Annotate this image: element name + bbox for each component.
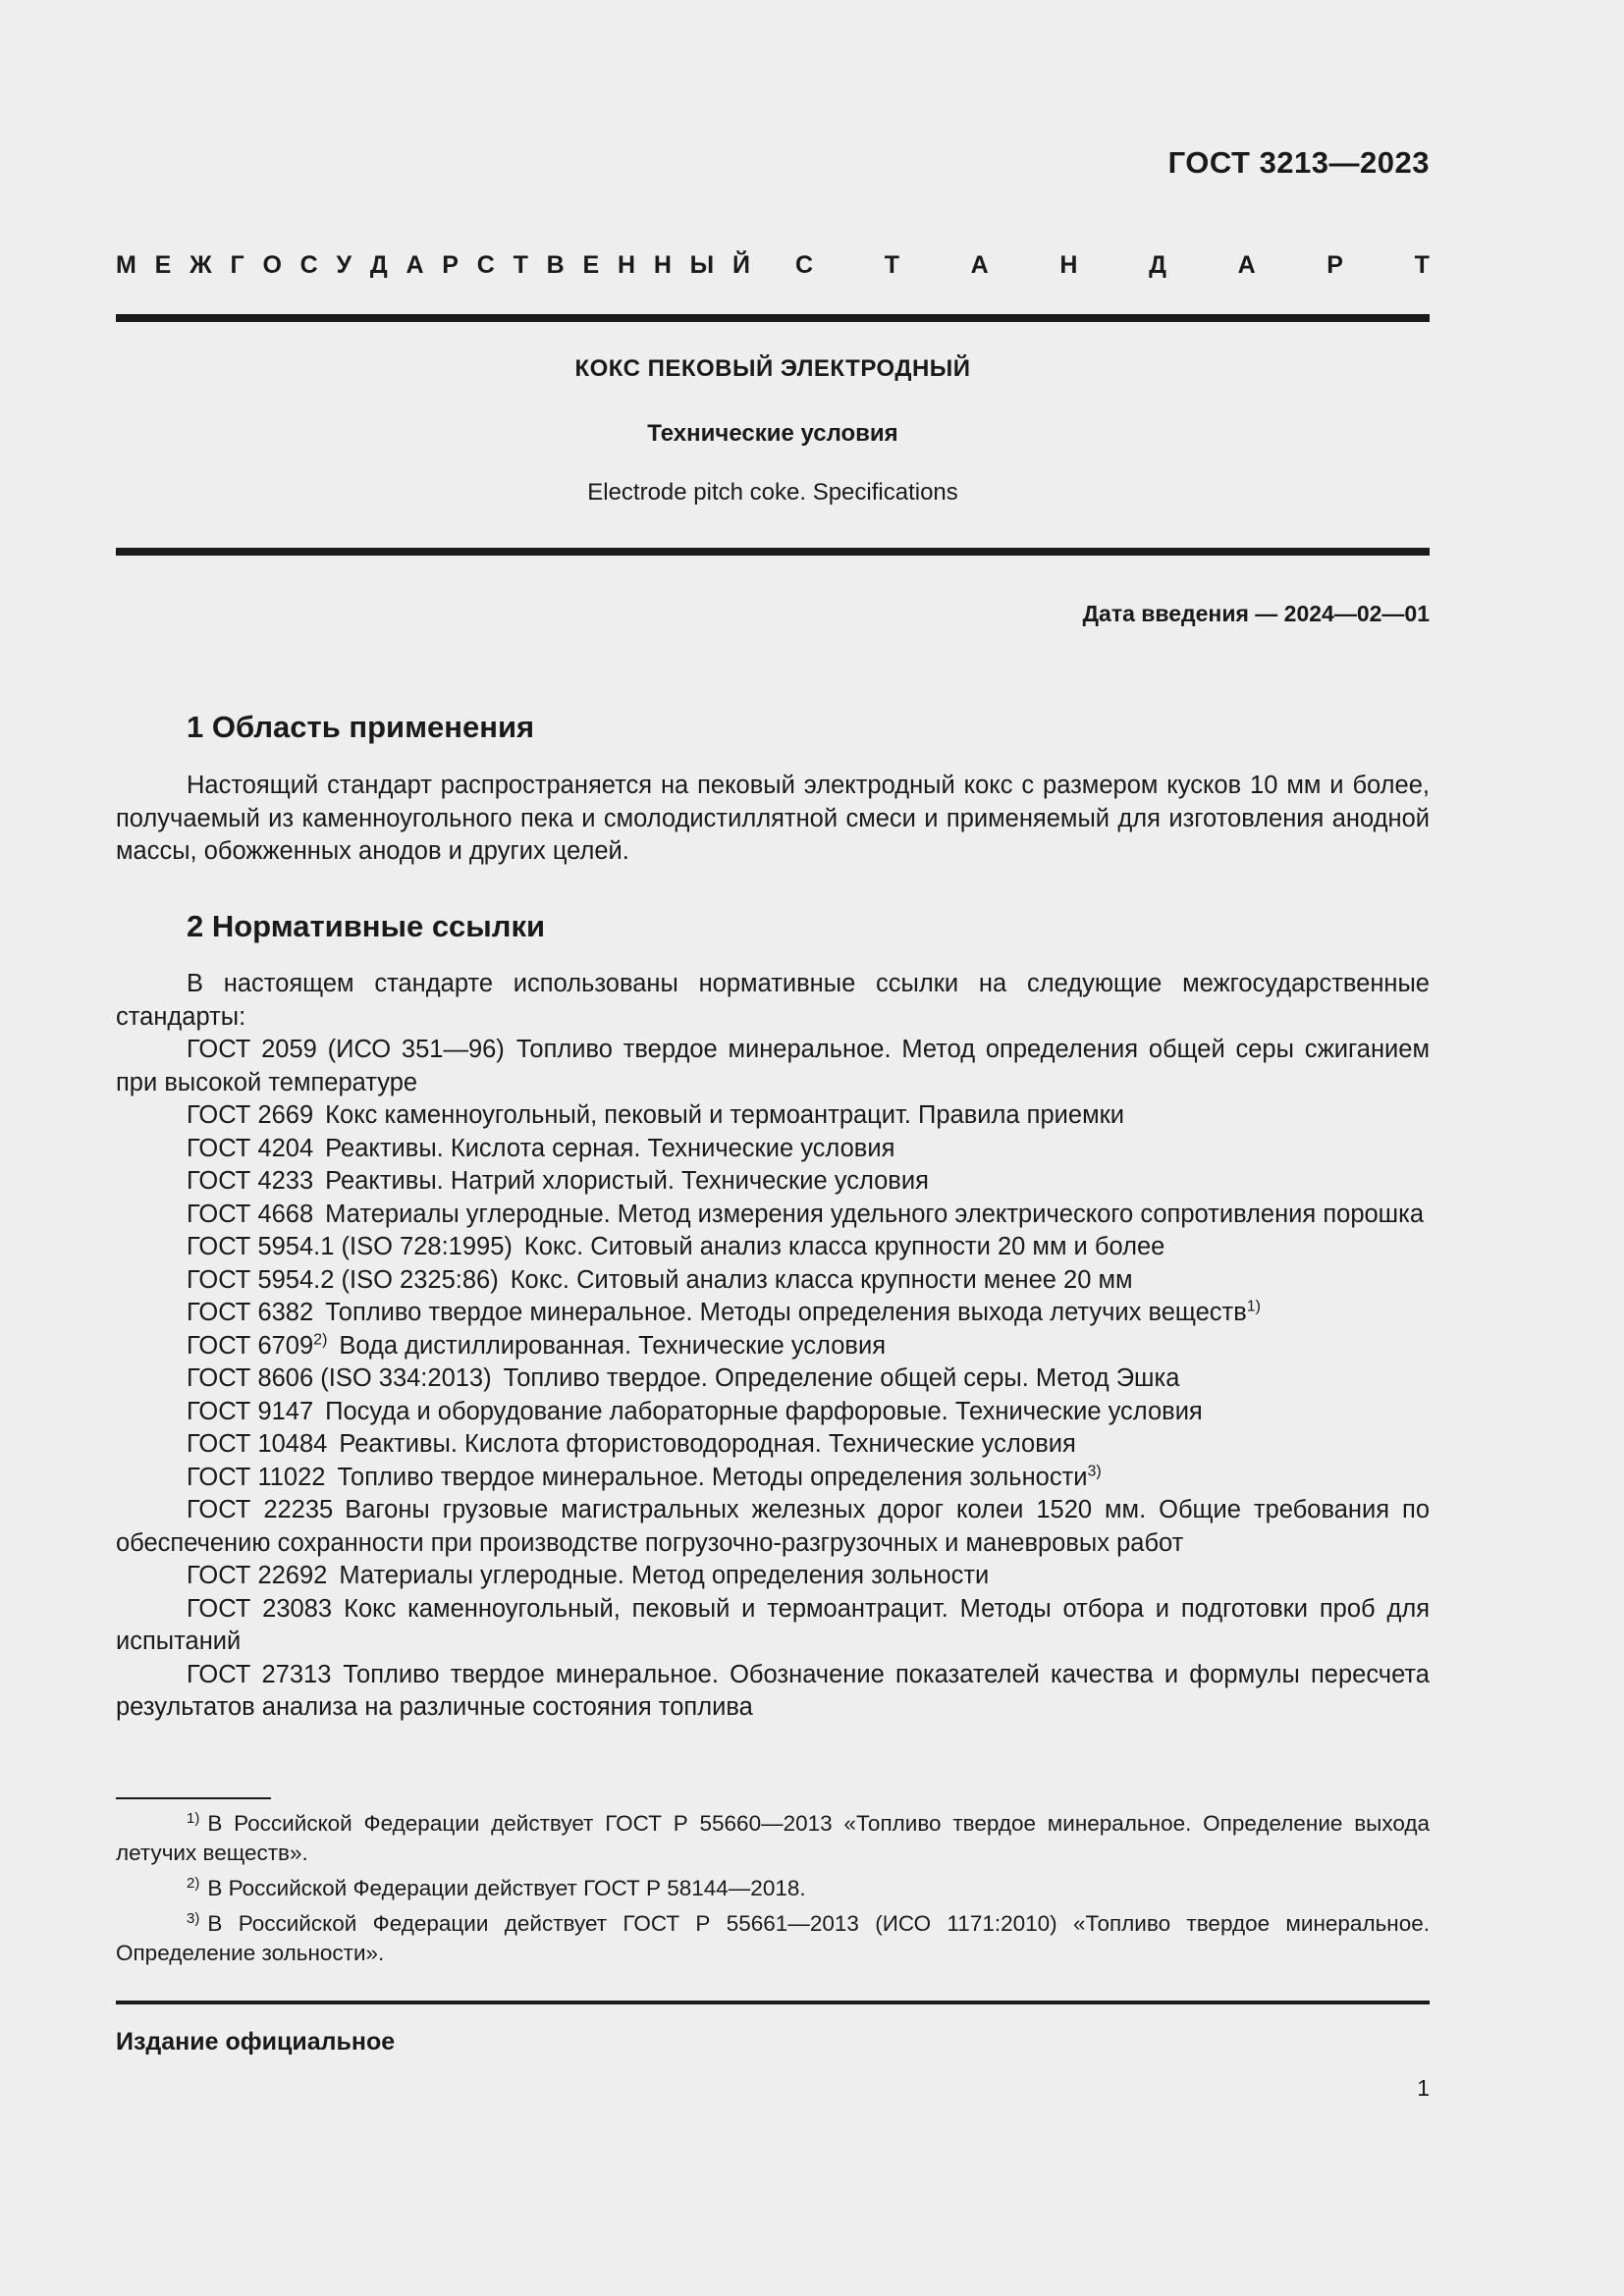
reference-code: ГОСТ 4233 (187, 1167, 314, 1195)
interstate-word-2-letter: Р (1326, 251, 1343, 279)
reference-item (116, 1165, 1430, 1199)
reference-title: Топливо твердое минеральное. Методы определения зольности (337, 1463, 1088, 1491)
interstate-word-1-letter: Е (154, 251, 172, 279)
reference-code: ГОСТ 11022 (187, 1463, 326, 1491)
reference-title: Реактивы. Натрий хлористый. Технические условия (325, 1167, 929, 1195)
reference-code: ГОСТ 6382 (187, 1299, 314, 1326)
reference-item (116, 1199, 1430, 1232)
page-number: 1 (1417, 2075, 1430, 2101)
footnote-mark: 2) (187, 1874, 200, 1892)
reference-title: Топливо твердое минеральное. Метод определения общей серы сжиганием при высокой температуре (116, 1036, 1431, 1096)
reference-code: ГОСТ 2669 (187, 1101, 314, 1129)
reference-item (116, 1099, 1430, 1133)
interstate-word-1-letter: Г (230, 251, 244, 279)
footnote-mark: 1) (1246, 1298, 1262, 1315)
reference-item (116, 1659, 1430, 1725)
interstate-word-1-letter: Н (653, 251, 672, 279)
gost-code: ГОСТ 3213—2023 (1167, 145, 1430, 180)
interstate-word-1-letter: Н (617, 251, 636, 279)
interstate-word-1-letter: Д (369, 251, 388, 279)
reference-title: Посуда и оборудование лабораторные фарфоровые. Технические условия (325, 1397, 1203, 1425)
interstate-word-2-letter: С (795, 251, 814, 279)
reference-title: Кокс. Ситовый анализ класса крупности менее 20 мм (510, 1265, 1133, 1294)
reference-title: Кокс каменноугольный, пековый и термоантрацит. Методы отбора и подготовки проб для испытаний (116, 1594, 1431, 1655)
reference-item (116, 1297, 1430, 1330)
reference-code: ГОСТ 4668 (187, 1200, 314, 1228)
reference-title: Реактивы. Кислота серная. Технические условия (325, 1134, 895, 1162)
document-subtitle: Технические условия (647, 420, 898, 447)
reference-code: ГОСТ 22692 (187, 1562, 328, 1589)
footnotes (116, 1809, 1430, 1974)
interstate-word-1-letter: Е (582, 251, 600, 279)
reference-title: Реактивы. Кислота фтористоводородная. Технические условия (339, 1430, 1076, 1458)
reference-title: Материалы углеродные. Метод измерения удельного электрического сопротивления порошка (325, 1200, 1425, 1228)
reference-item (116, 1593, 1430, 1659)
introduction-date: Дата введения — 2024—02—01 (1082, 601, 1430, 626)
reference-code: ГОСТ 27313 (187, 1660, 332, 1688)
document-title: КОКС ПЕКОВЫЙ ЭЛЕКТРОДНЫЙ (574, 355, 971, 382)
footnote-text: В Российской Федерации действует ГОСТ Р 58144—2018. (207, 1876, 806, 1900)
reference-title: Топливо твердое минеральное. Методы определения выхода летучих веществ (325, 1299, 1247, 1326)
reference-item (116, 1396, 1430, 1429)
footnote-item (116, 1909, 1430, 1968)
reference-item (116, 1264, 1430, 1298)
footnote-item (116, 1809, 1430, 1868)
document-title-english: Electrode pitch coke. Specifications (587, 479, 958, 506)
reference-item (116, 1330, 1430, 1363)
reference-code: ГОСТ 22235 (187, 1496, 334, 1523)
footnote-separator (116, 1797, 271, 1799)
interstate-word-1-letter: С (476, 251, 495, 279)
reference-item (116, 1362, 1430, 1396)
reference-list (116, 1034, 1430, 1725)
interstate-word-1-letter: В (546, 251, 565, 279)
reference-code: ГОСТ 10484 (187, 1430, 328, 1458)
interstate-word-1-letter: С (299, 251, 318, 279)
interstate-word-1-letter: М (116, 251, 136, 279)
reference-title: Кокс каменноугольный, пековый и термоантрацит. Правила приемки (325, 1101, 1125, 1129)
interstate-word-2-letter: Т (1414, 251, 1430, 279)
reference-item (116, 1034, 1430, 1099)
footnote-mark: 3) (1087, 1463, 1102, 1479)
reference-code: ГОСТ 5954.1 (ISO 728:1995) (187, 1233, 513, 1260)
interstate-standard-label (116, 251, 1430, 280)
interstate-word-2-letter: Н (1059, 251, 1078, 279)
reference-item (116, 1462, 1430, 1495)
footnote-mark: 2) (313, 1331, 328, 1348)
interstate-word-1 (116, 251, 750, 280)
reference-item (116, 1133, 1430, 1166)
reference-code: ГОСТ 6709$^{2)}$ (187, 1331, 328, 1360)
section-1-text (116, 770, 1430, 869)
normative-references (116, 968, 1430, 1725)
section-1-heading: 1 Область применения (187, 710, 535, 744)
interstate-word-2-letter: Д (1149, 251, 1166, 279)
reference-title: Топливо твердое минеральное. Обозначение показателей качества и формулы пересчета результатов анализа на различные состояния топлива (116, 1660, 1430, 1721)
interstate-word-1-letter: Р (442, 251, 459, 279)
footnote-mark: 3) (187, 1909, 200, 1927)
interstate-word-2-letter: Т (884, 251, 899, 279)
section-1-paragraph: Настоящий стандарт распространяется на пековый электродный кокс с размером кусков 10 мм и более, получаемый из каменноугольного пека и смолодистиллятной смеси и применяемый для изготовления анодной массы, обожженных анодов и других целей. (116, 772, 1430, 865)
section-2-heading: 2 Нормативные ссылки (187, 909, 546, 943)
interstate-word-1-letter: Т (513, 251, 528, 279)
interstate-word-1-letter: Й (731, 251, 750, 279)
header-rule (116, 314, 1430, 322)
references-intro: В настоящем стандарте использованы нормативные ссылки на следующие межгосударственные стандарты: (116, 970, 1430, 1031)
interstate-word-1-letter: Ж (189, 251, 212, 279)
reference-code: ГОСТ 5954.2 (ISO 2325:86) (187, 1265, 499, 1294)
interstate-word-1-letter: А (406, 251, 424, 279)
official-edition-label: Издание официальное (116, 2028, 396, 2056)
interstate-word-1-letter: У (336, 251, 352, 279)
reference-item (116, 1231, 1430, 1264)
reference-title: Топливо твердое. Определение общей серы. Метод Эшка (503, 1364, 1180, 1392)
footer-rule (116, 2001, 1430, 2004)
reference-item (116, 1494, 1430, 1560)
reference-code: ГОСТ 2059 (ИСО 351—96) (187, 1036, 505, 1063)
reference-title: Кокс. Ситовый анализ класса крупности 20 мм и более (523, 1233, 1165, 1260)
interstate-word-2 (795, 251, 1430, 280)
reference-item (116, 1428, 1430, 1462)
footnote-item (116, 1874, 1430, 1903)
reference-title: Материалы углеродные. Метод определения зольности (339, 1562, 990, 1589)
reference-code: ГОСТ 23083 (187, 1594, 333, 1623)
footnote-text: В Российской Федерации действует ГОСТ Р 55661—2013 (ИСО 1171:2010) «Топливо твердое минеральное. Определение зольности». (116, 1911, 1430, 1965)
interstate-word-1-letter: Ы (689, 251, 715, 279)
footnote-text: В Российской Федерации действует ГОСТ Р 55660—2013 «Топливо твердое минеральное. Определение выхода летучих веществ». (116, 1811, 1430, 1865)
reference-code: ГОСТ 8606 (ISO 334:2013) (187, 1364, 492, 1392)
interstate-word-2-letter: А (970, 251, 989, 279)
interstate-word-1-letter: О (262, 251, 282, 279)
reference-title: Вагоны грузовые магистральных железных дорог колеи 1520 мм. Общие требования по обеспечению сохранности при производстве погрузочно-разгрузочных и маневровых работ (116, 1496, 1430, 1557)
reference-code: ГОСТ 9147 (187, 1397, 314, 1425)
footnote-mark: 1) (187, 1809, 200, 1827)
title-rule (116, 548, 1430, 556)
reference-title: Вода дистиллированная. Технические условия (339, 1331, 886, 1360)
reference-item (116, 1560, 1430, 1593)
interstate-word-2-letter: А (1237, 251, 1256, 279)
reference-code: ГОСТ 4204 (187, 1134, 314, 1162)
